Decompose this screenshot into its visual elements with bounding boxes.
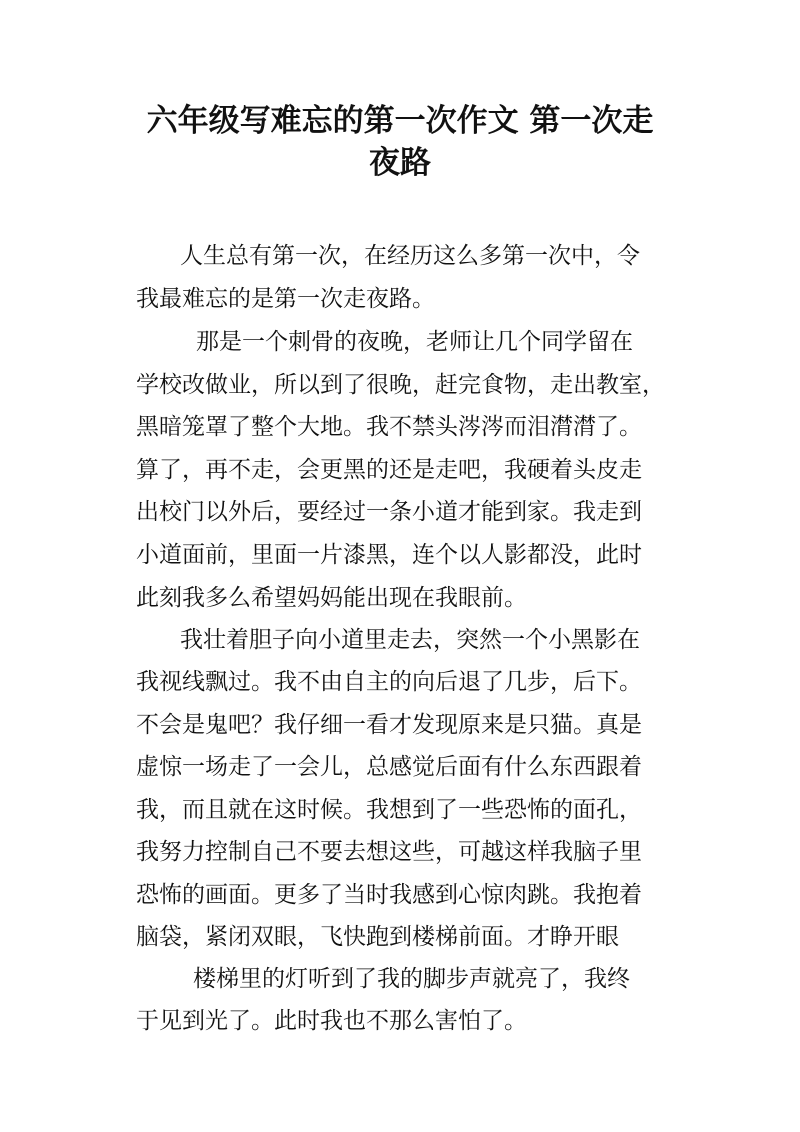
text-line: 人生总有第一次，在经历这么多第一次中，令: [180, 243, 640, 269]
text-line: 于见到光了。此时我也不那么害怕了。: [136, 1008, 527, 1034]
text-line: 不会是鬼吧？我仔细一看才发现原来是只猫。真是: [136, 712, 642, 738]
text-line: 我最难忘的是第一次走夜路。: [136, 286, 435, 312]
text-line: 算了，再不走，会更黑的还是走吧，我硬着头皮走: [136, 457, 642, 483]
text-line: 黑暗笼罩了整个大地。我不禁头涔涔而泪潸潸了。: [136, 414, 642, 440]
text-line: 楼梯里的灯听到了我的脚步声就亮了，我终: [193, 966, 630, 992]
text-line: 虚惊一场走了一会儿，总感觉后面有什么东西跟着: [136, 754, 642, 780]
text-line: 我壮着胆子向小道里走去，突然一个小黑影在: [180, 627, 640, 653]
document-title-line-1: 六年级写难忘的第一次作文 第一次走: [146, 103, 654, 139]
text-line: 恐怖的画面。更多了当时我感到心惊肉跳。我抱着: [136, 882, 642, 908]
document-title-line-2: 夜路: [369, 145, 431, 181]
text-line: 出校门以外后，要经过一条小道才能到家。我走到: [136, 499, 642, 525]
text-line: 此刻我多么希望妈妈能出现在我眼前。: [136, 585, 527, 611]
text-line: 我视线飘过。我不由自主的向后退了几步，后下。: [136, 669, 642, 695]
text-line: 学校改做业，所以到了很晚，赶完食物，走出教室，: [136, 372, 665, 398]
text-line: 脑袋，紧闭双眼，飞快跑到楼梯前面。才睁开眼: [136, 924, 619, 950]
text-line: 那是一个刺骨的夜晚，老师让几个同学留在: [196, 329, 633, 355]
text-line: 我努力控制自己不要去想这些，可越这样我脑子里: [136, 839, 642, 865]
text-line: 小道面前，里面一片漆黑，连个以人影都没，此时: [136, 542, 642, 568]
text-line: 我，而且就在这时候。我想到了一些恐怖的面孔，: [136, 797, 642, 823]
